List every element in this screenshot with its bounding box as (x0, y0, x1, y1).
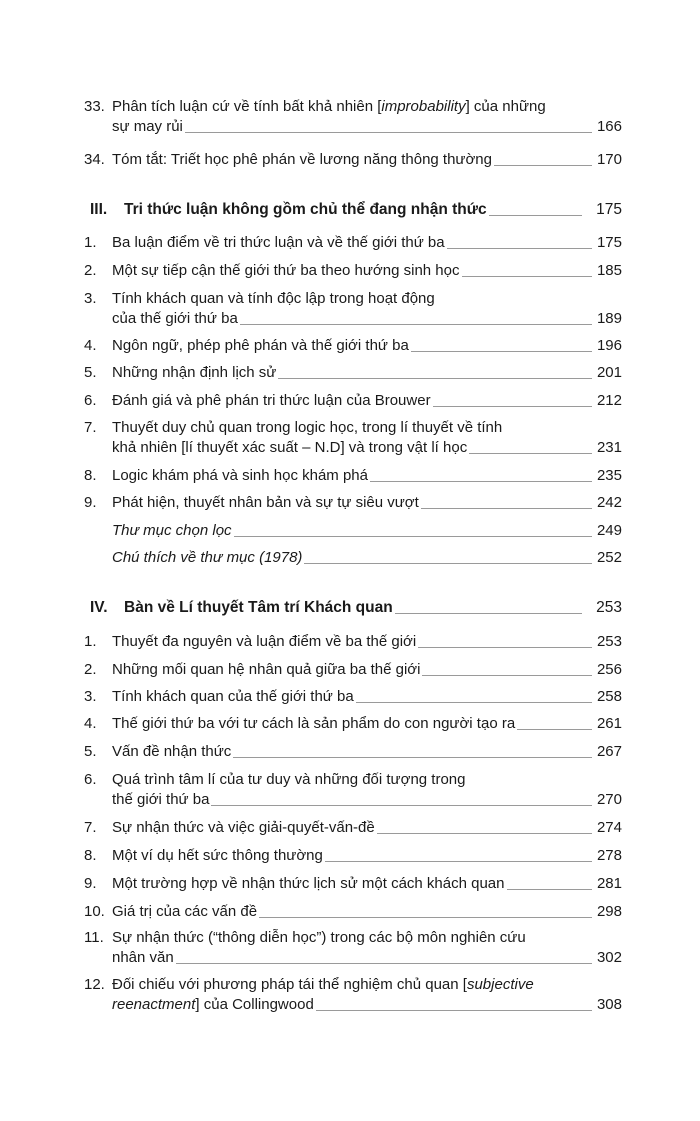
page-number: 302 (596, 949, 622, 966)
entry-number: 2. (84, 661, 97, 678)
toc-entry-33 (84, 97, 622, 137)
entry-title: Thư mục chọn lọc (112, 522, 232, 539)
page-number: 253 (596, 599, 622, 616)
dot-leader (395, 612, 582, 614)
section-title: Tri thức luận không gồm chủ thể đang nhận thức (124, 201, 487, 218)
entry-number: 7. (84, 819, 97, 836)
page-number: 235 (596, 467, 622, 484)
dot-leader (494, 164, 592, 166)
entry-number: 8. (84, 847, 97, 864)
toc-entry (84, 818, 622, 838)
toc-entry (84, 363, 622, 383)
toc-entry-bibliography (84, 521, 622, 541)
entry-title: Đánh giá và phê phán tri thức luận của Brouwer (112, 392, 431, 409)
dot-leader (517, 728, 592, 730)
toc-entry (84, 289, 622, 329)
toc-entry (84, 714, 622, 734)
entry-title-line1: Sự nhận thức (“thông diễn học”) trong các bộ môn nghiên cứu (112, 929, 526, 946)
page-number: 281 (596, 875, 622, 892)
toc-entry (84, 874, 622, 894)
toc-entry (84, 902, 622, 922)
toc-entry (84, 493, 622, 513)
page-number: 253 (596, 633, 622, 650)
entry-title-line1: Quá trình tâm lí của tư duy và những đối tượng trong (112, 771, 466, 788)
entry-title: Chú thích về thư mục (1978) (112, 549, 303, 566)
toc-entry (84, 391, 622, 411)
dot-leader (422, 674, 592, 676)
dot-leader (211, 804, 592, 806)
entry-title-line2: nhân văn (112, 949, 174, 966)
entry-number: 3. (84, 688, 97, 705)
entry-title-line1: Đối chiếu với phương pháp tái thể nghiệm chủ quan [subjective (112, 976, 534, 993)
dot-leader (234, 535, 592, 537)
dot-leader (370, 480, 592, 482)
entry-number: 6. (84, 392, 97, 409)
dot-leader (489, 214, 582, 216)
toc-entry-bibliography-note (84, 548, 622, 568)
toc-entry (84, 928, 622, 968)
page-number: 278 (596, 847, 622, 864)
toc-entry (84, 466, 622, 486)
entry-number: 5. (84, 743, 97, 760)
entry-number: 1. (84, 633, 97, 650)
page-number: 274 (596, 819, 622, 836)
entry-title-line1: Tính khách quan và tính độc lập trong hoạt động (112, 290, 435, 307)
entry-title: Thế giới thứ ba với tư cách là sản phẩm do con người tạo ra (112, 715, 516, 732)
entry-title: Giá trị của các vấn đề (112, 903, 258, 920)
page-number: 261 (596, 715, 622, 732)
toc-entry (84, 975, 622, 1015)
toc-entry (84, 632, 622, 652)
section-number: IV. (90, 599, 108, 616)
dot-leader (418, 646, 592, 648)
dot-leader (240, 323, 592, 325)
dot-leader (233, 756, 592, 758)
dot-leader (278, 377, 592, 379)
page-number: 170 (596, 151, 622, 168)
entry-title: Một trường hợp về nhận thức lịch sử một cách khách quan (112, 875, 505, 892)
entry-title-line2: thế giới thứ ba (112, 791, 210, 808)
entry-number: 12. (84, 976, 105, 993)
dot-leader (304, 562, 592, 564)
page-number: 308 (596, 996, 622, 1013)
toc-entry (84, 660, 622, 680)
page-number: 175 (596, 201, 622, 218)
page-number: 212 (596, 392, 622, 409)
page-number: 298 (596, 903, 622, 920)
entry-title-line2: reenactment] của Collingwood (112, 996, 314, 1013)
dot-leader (469, 452, 592, 454)
entry-title: Phát hiện, thuyết nhân bản và sự tự siêu vượt (112, 494, 419, 511)
dot-leader (507, 888, 593, 890)
dot-leader (411, 350, 592, 352)
page-number: 201 (596, 364, 622, 381)
entry-number: 4. (84, 715, 97, 732)
toc-entry (84, 770, 622, 810)
dot-leader (421, 507, 592, 509)
page-number: 267 (596, 743, 622, 760)
entry-title-line2: khả nhiên [lí thuyết xác suất – N.D] và trong vật lí học (112, 439, 468, 456)
entry-title: Logic khám phá và sinh học khám phá (112, 467, 368, 484)
entry-number: 9. (84, 494, 97, 511)
entry-title-line1: Phân tích luận cứ về tính bất khả nhiên [improbability] của những (112, 98, 546, 115)
section-title: Bàn về Lí thuyết Tâm trí Khách quan (124, 599, 393, 616)
section-heading-iv (90, 598, 622, 618)
entry-title: Một sự tiếp cận thế giới thứ ba theo hướng sinh học (112, 262, 460, 279)
toc-entry (84, 336, 622, 356)
entry-number: 6. (84, 771, 97, 788)
entry-title-line2: của thế giới thứ ba (112, 310, 238, 327)
entry-title: Thuyết đa nguyên và luận điểm về ba thế giới (112, 633, 417, 650)
entry-title: Ngôn ngữ, phép phê phán và thế giới thứ ba (112, 337, 409, 354)
dot-leader (447, 247, 592, 249)
entry-number: 5. (84, 364, 97, 381)
dot-leader (462, 275, 593, 277)
toc-entry (84, 742, 622, 762)
section-number: III. (90, 201, 108, 218)
entry-title: Những mối quan hệ nhân quả giữa ba thế giới (112, 661, 421, 678)
entry-title: Vấn đề nhận thức (112, 743, 232, 760)
toc-entry (84, 687, 622, 707)
entry-title: Ba luận điểm về tri thức luận và về thế giới thứ ba (112, 234, 445, 251)
entry-number: 11. (84, 929, 104, 946)
toc-entry (84, 261, 622, 281)
page-number: 185 (596, 262, 622, 279)
page-number: 256 (596, 661, 622, 678)
dot-leader (259, 916, 592, 918)
page-number: 270 (596, 791, 622, 808)
page-number: 242 (596, 494, 622, 511)
toc-entry (84, 418, 622, 458)
dot-leader (356, 701, 592, 703)
entry-number: 2. (84, 262, 97, 279)
entry-number: 3. (84, 290, 97, 307)
dot-leader (176, 962, 592, 964)
entry-title: Sự nhận thức và việc giải-quyết-vấn-đề (112, 819, 375, 836)
page-number: 258 (596, 688, 622, 705)
entry-number: 10. (84, 903, 105, 920)
page-number: 175 (596, 234, 622, 251)
entry-title-line1: Thuyết duy chủ quan trong logic học, trong lí thuyết về tính (112, 419, 503, 436)
entry-number: 8. (84, 467, 97, 484)
page-number: 252 (596, 549, 622, 566)
entry-number: 1. (84, 234, 97, 251)
toc-entry (84, 233, 622, 253)
dot-leader (185, 131, 592, 133)
dot-leader (433, 405, 592, 407)
entry-title: Một ví dụ hết sức thông thường (112, 847, 323, 864)
page-number: 196 (596, 337, 622, 354)
dot-leader (316, 1009, 592, 1011)
dot-leader (325, 860, 592, 862)
toc-entry (84, 846, 622, 866)
entry-title: Tóm tắt: Triết học phê phán về lương năng thông thường (112, 151, 492, 168)
entry-number: 9. (84, 875, 97, 892)
page-number: 189 (596, 310, 622, 327)
entry-number: 34. (84, 151, 105, 168)
page-number: 231 (596, 439, 622, 456)
entry-number: 7. (84, 419, 97, 436)
dot-leader (377, 832, 592, 834)
page-number: 249 (596, 522, 622, 539)
entry-title: Tính khách quan của thế giới thứ ba (112, 688, 354, 705)
entry-title: Những nhận định lịch sử (112, 364, 277, 381)
section-heading-iii (90, 200, 622, 220)
toc-entry-34 (84, 150, 622, 170)
entry-number: 4. (84, 337, 97, 354)
page-number: 166 (596, 118, 622, 135)
entry-number: 33. (84, 98, 105, 115)
entry-title-line2: sự may rủi (112, 118, 183, 135)
